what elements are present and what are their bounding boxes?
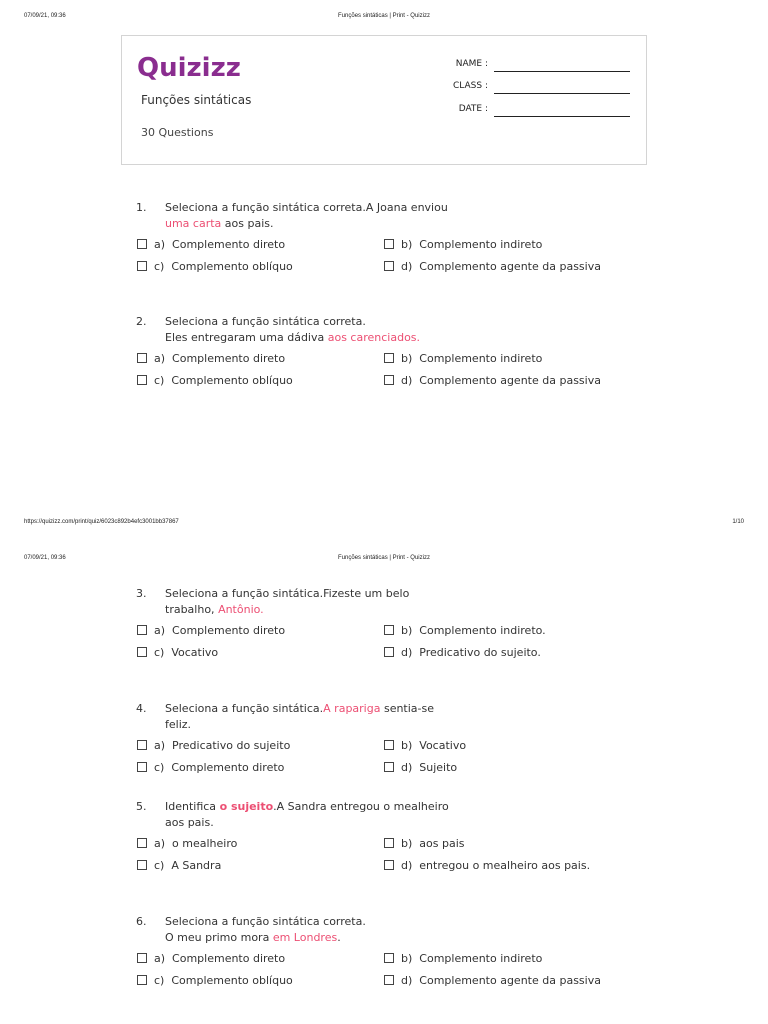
question-number: 3.: [136, 587, 147, 600]
answer-option-c[interactable]: [137, 974, 293, 988]
question-header: [136, 314, 616, 346]
question-1: [136, 200, 616, 282]
option-checkbox[interactable]: [137, 975, 147, 985]
option-text: Complemento agente da passiva: [419, 260, 601, 273]
option-letter: c): [154, 974, 165, 987]
option-text: Vocativo: [419, 739, 467, 752]
option-text: Predicativo do sujeito.: [419, 646, 541, 659]
print-page-number: 1/10: [732, 519, 744, 525]
option-letter: c): [154, 859, 165, 872]
option-text: Complemento oblíquo: [171, 374, 293, 387]
question-text-segment: Seleciona a função sintática correta.: [165, 915, 366, 928]
answer-option-a[interactable]: [137, 952, 285, 966]
option-checkbox[interactable]: [384, 953, 394, 963]
answer-option-d[interactable]: [384, 646, 541, 660]
question-text-segment: Eles entregaram uma dádiva: [165, 331, 328, 344]
option-text: Vocativo: [171, 646, 219, 659]
option-checkbox[interactable]: [384, 762, 394, 772]
option-checkbox[interactable]: [137, 740, 147, 750]
answer-options: [136, 624, 616, 668]
option-letter: c): [154, 646, 165, 659]
answer-option-c[interactable]: [137, 646, 218, 660]
question-text-segment: Seleciona a função sintática.Fizeste um belo trabalho,: [165, 587, 410, 616]
option-letter: d): [401, 646, 413, 659]
question-text: [165, 586, 455, 618]
answer-option-d[interactable]: [384, 374, 601, 388]
option-letter: d): [401, 974, 413, 987]
option-text: Complemento indireto: [419, 952, 543, 965]
option-checkbox[interactable]: [384, 860, 394, 870]
option-checkbox[interactable]: [137, 375, 147, 385]
option-text: Complemento indireto: [419, 352, 543, 365]
option-text: Complemento agente da passiva: [419, 974, 601, 987]
option-letter: b): [401, 837, 413, 850]
question-text: [165, 200, 455, 232]
highlighted-term: em Londres: [272, 931, 338, 944]
option-checkbox[interactable]: [137, 953, 147, 963]
option-text: Complemento direto: [172, 952, 286, 965]
answer-option-d[interactable]: [384, 974, 601, 988]
question-text-segment: Seleciona a função sintática correta.: [165, 315, 366, 328]
option-letter: c): [154, 761, 165, 774]
question-text-segment: aos pais.: [221, 217, 274, 230]
option-checkbox[interactable]: [137, 647, 147, 657]
answer-option-d[interactable]: [384, 859, 590, 873]
option-letter: a): [154, 624, 166, 637]
answer-option-a[interactable]: [137, 624, 285, 638]
question-number: 5.: [136, 800, 147, 813]
option-checkbox[interactable]: [384, 625, 394, 635]
option-checkbox[interactable]: [137, 353, 147, 363]
option-text: Complemento agente da passiva: [419, 374, 601, 387]
answer-option-d[interactable]: [384, 761, 457, 775]
question-header: [136, 799, 616, 831]
print-page-title: Funções sintáticas | Print - Quizizz: [338, 555, 430, 561]
answer-option-b[interactable]: [384, 238, 542, 252]
option-letter: a): [154, 739, 166, 752]
question-text-segment: Identifica: [165, 800, 220, 813]
date-label: DATE :: [458, 104, 488, 114]
answer-option-b[interactable]: [384, 952, 542, 966]
logo-text: Quizizz: [137, 53, 241, 82]
answer-options: [136, 837, 616, 881]
question-text: [165, 701, 455, 733]
answer-option-c[interactable]: [137, 761, 284, 775]
option-checkbox[interactable]: [137, 239, 147, 249]
answer-option-d[interactable]: [384, 260, 601, 274]
option-text: Sujeito: [419, 761, 458, 774]
option-letter: d): [401, 859, 413, 872]
name-line: [494, 71, 630, 72]
question-text: [165, 799, 455, 831]
question-number: 4.: [136, 702, 147, 715]
option-checkbox[interactable]: [384, 239, 394, 249]
question-3: [136, 586, 616, 668]
question-text: [165, 314, 455, 346]
option-checkbox[interactable]: [137, 860, 147, 870]
answer-option-b[interactable]: [384, 739, 466, 753]
question-number: 1.: [136, 201, 147, 214]
option-letter: b): [401, 352, 413, 365]
date-line: [494, 116, 630, 117]
question-header: [136, 914, 616, 946]
option-text: Complemento indireto.: [419, 624, 546, 637]
quizizz-logo: [137, 48, 249, 82]
question-text-segment: O meu primo mora: [165, 931, 273, 944]
answer-options: [136, 352, 616, 396]
option-letter: b): [401, 238, 413, 251]
option-checkbox[interactable]: [137, 762, 147, 772]
option-checkbox[interactable]: [384, 375, 394, 385]
print-header: [24, 13, 744, 25]
question-4: [136, 701, 616, 783]
question-count: 30 Questions: [141, 126, 214, 139]
option-checkbox[interactable]: [137, 625, 147, 635]
option-text: Complemento direto: [172, 238, 286, 251]
option-text: aos pais: [419, 837, 465, 850]
option-checkbox[interactable]: [137, 261, 147, 271]
print-timestamp: 07/09/21, 09:36: [24, 13, 66, 19]
highlighted-term: Antônio.: [218, 603, 264, 616]
question-5: [136, 799, 616, 881]
answer-option-a[interactable]: [137, 837, 237, 851]
answer-option-a[interactable]: [137, 238, 285, 252]
answer-options: [136, 952, 616, 996]
question-header: [136, 701, 616, 733]
question-6: [136, 914, 616, 996]
option-letter: a): [154, 238, 166, 251]
answer-options: [136, 739, 616, 783]
print-page-title: Funções sintáticas | Print - Quizizz: [338, 13, 430, 19]
question-number: 2.: [136, 315, 147, 328]
print-url: https://quizizz.com/print/quiz/6023c892b4efc3001bb37867: [24, 519, 179, 525]
option-text: Predicativo do sujeito: [172, 739, 291, 752]
question-number: 6.: [136, 915, 147, 928]
option-text: A Sandra: [171, 859, 222, 872]
name-label: NAME :: [455, 59, 488, 69]
answer-option-b[interactable]: [384, 352, 542, 366]
quiz-header-card: [121, 35, 647, 165]
answer-options: [136, 238, 616, 282]
option-letter: d): [401, 260, 413, 273]
quiz-title: Funções sintáticas: [141, 93, 252, 107]
highlighted-term: o sujeito: [219, 800, 274, 813]
answer-option-c[interactable]: [137, 374, 293, 388]
option-letter: a): [154, 352, 166, 365]
option-checkbox[interactable]: [384, 261, 394, 271]
answer-option-a[interactable]: [137, 739, 290, 753]
print-timestamp: 07/09/21, 09:36: [24, 555, 66, 561]
question-text-segment: Seleciona a função sintática correta.A Joana enviou: [165, 201, 448, 214]
answer-option-c[interactable]: [137, 260, 293, 274]
option-text: Complemento indireto: [419, 238, 543, 251]
option-letter: a): [154, 837, 166, 850]
option-text: entregou o mealheiro aos pais.: [419, 859, 591, 872]
question-text: [165, 914, 455, 946]
answer-option-c[interactable]: [137, 859, 221, 873]
option-checkbox[interactable]: [384, 740, 394, 750]
class-line: [494, 93, 630, 94]
option-checkbox[interactable]: [384, 975, 394, 985]
option-letter: b): [401, 952, 413, 965]
option-text: Complemento oblíquo: [171, 260, 293, 273]
answer-option-b[interactable]: [384, 624, 546, 638]
option-letter: d): [401, 761, 413, 774]
class-label: CLASS :: [453, 81, 488, 91]
question-header: [136, 200, 616, 232]
question-2: [136, 314, 616, 396]
option-letter: d): [401, 374, 413, 387]
print-header-page-2: [24, 555, 744, 567]
option-checkbox[interactable]: [384, 647, 394, 657]
question-header: [136, 586, 616, 618]
highlighted-term: aos carenciados.: [327, 331, 421, 344]
option-checkbox[interactable]: [137, 838, 147, 848]
option-text: Complemento oblíquo: [171, 974, 293, 987]
option-text: o mealheiro: [172, 837, 238, 850]
highlighted-term: A rapariga: [323, 702, 381, 715]
option-text: Complemento direto: [172, 352, 286, 365]
question-text-segment: .: [337, 931, 341, 944]
answer-option-b[interactable]: [384, 837, 465, 851]
option-letter: a): [154, 952, 166, 965]
option-text: Complemento direto: [172, 624, 286, 637]
question-text-segment: sentia-se feliz.: [165, 702, 435, 731]
option-text: Complemento direto: [171, 761, 285, 774]
option-letter: c): [154, 260, 165, 273]
option-letter: b): [401, 739, 413, 752]
option-letter: b): [401, 624, 413, 637]
answer-option-a[interactable]: [137, 352, 285, 366]
option-checkbox[interactable]: [384, 353, 394, 363]
option-letter: c): [154, 374, 165, 387]
option-checkbox[interactable]: [384, 838, 394, 848]
highlighted-term: uma carta: [165, 217, 222, 230]
question-text-segment: Seleciona a função sintática.: [165, 702, 324, 715]
question-text-segment: .A Sandra entregou o mealheiro aos pais.: [165, 800, 449, 829]
print-footer: [24, 519, 744, 531]
